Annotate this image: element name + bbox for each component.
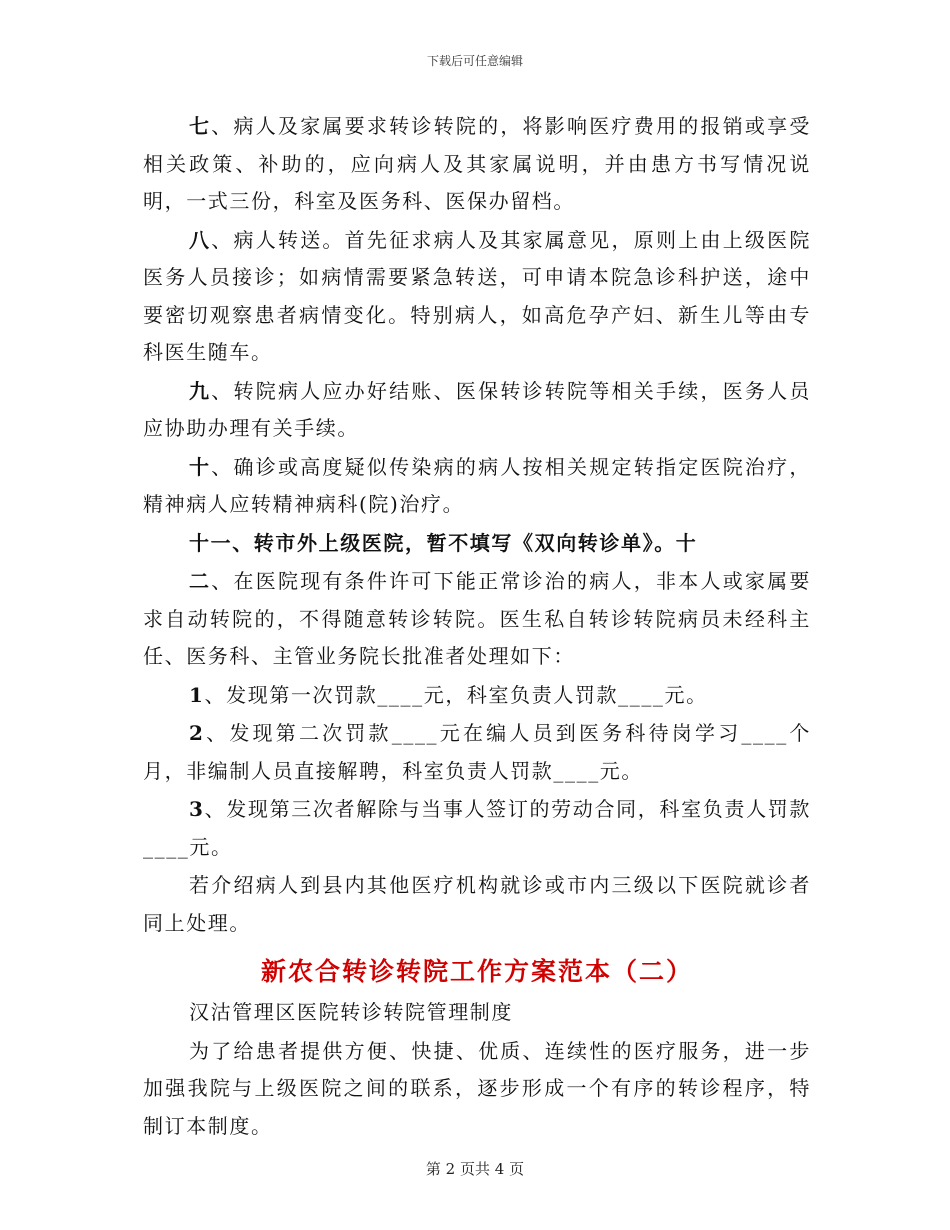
paragraph-number: 八 [189, 227, 212, 252]
paragraph-text: 为了给患者提供方便、快捷、优质、连续性的医疗服务，进一步加强我院与上级医院之间的联系，逐步形成一个有序的转诊程序，特制订本制度。 [143, 1038, 811, 1138]
paragraph-number: 2 [189, 721, 205, 745]
paragraph [143, 525, 811, 563]
paragraph-number: 十 [189, 454, 212, 479]
paragraph-text: 、转院病人应办好结账、医保转诊转院等相关手续，医务人员应协助办理有关手续。 [143, 378, 812, 440]
rules-section [143, 108, 811, 942]
paragraph [143, 563, 811, 676]
paragraph [143, 867, 811, 942]
paragraph [143, 1033, 811, 1146]
paragraph [143, 791, 811, 866]
page-header: 下载后可任意编辑 [426, 54, 523, 68]
system-section [143, 994, 811, 1145]
paragraph-text: 、发现第一次罚款____元，科室负责人罚款____元。 [204, 682, 708, 707]
paragraph-number: 二 [189, 569, 212, 593]
paragraph-text: 十一、转市外上级医院，暂不填写《双向转诊单》。十 [189, 530, 698, 555]
paragraph-number: 七 [189, 114, 212, 138]
paragraph [143, 677, 811, 715]
paragraph-text: 、确诊或高度疑似传染病的病人按相关规定转指定医院治疗，精神病人应转精神病科(院)治疗。 [143, 454, 812, 516]
paragraph [143, 715, 811, 790]
paragraph-number: 1 [189, 682, 205, 707]
paragraph [143, 994, 811, 1032]
paragraph [143, 449, 811, 524]
paragraph-text: 、发现第二次罚款____元在编人员到医务科待岗学习____个月，非编制人员直接解聘，科室负责人罚款____元。 [143, 721, 811, 783]
paragraph-text: 、发现第三次者解除与当事人签订的劳动合同，科室负责人罚款____元。 [143, 797, 811, 859]
paragraph-text: 、在医院现有条件许可下能正常诊治的病人，非本人或家属要求自动转院的，不得随意转诊转院。医生私自转诊转院病员未经科主任、医务科、主管业务院长批准者处理如下： [143, 569, 812, 668]
paragraph-text: 、病人及家属要求转诊转院的，将影响医疗费用的报销或享受相关政策、补助的，应向病人及其家属说明，并由患方书写情况说明，一式三份，科室及医务科、医保办留档。 [143, 114, 812, 213]
paragraph-number: 3 [189, 797, 205, 821]
paragraph-text: 汉沽管理区医院转诊转院管理制度 [189, 1000, 513, 1024]
document-body [143, 108, 811, 1146]
paragraph [143, 108, 811, 221]
paragraph [143, 222, 811, 372]
paragraph-text: 若介绍病人到县内其他医疗机构就诊或市内三级以下医院就诊者同上处理。 [143, 873, 811, 935]
section-title: 新农合转诊转院工作方案范本（二） [260, 957, 693, 986]
paragraph-number: 九 [189, 378, 212, 403]
paragraph-text: 、病人转送。首先征求病人及其家属意见，原则上由上级医院医务人员接诊；如病情需要紧急转送，可申请本院急诊科护送，途中要密切观察患者病情变化。特别病人，如高危孕产妇、新生儿等由专科医生随车。 [143, 227, 812, 364]
page-footer: 第 2 页共 4 页 [425, 1160, 525, 1178]
paragraph [143, 373, 811, 448]
